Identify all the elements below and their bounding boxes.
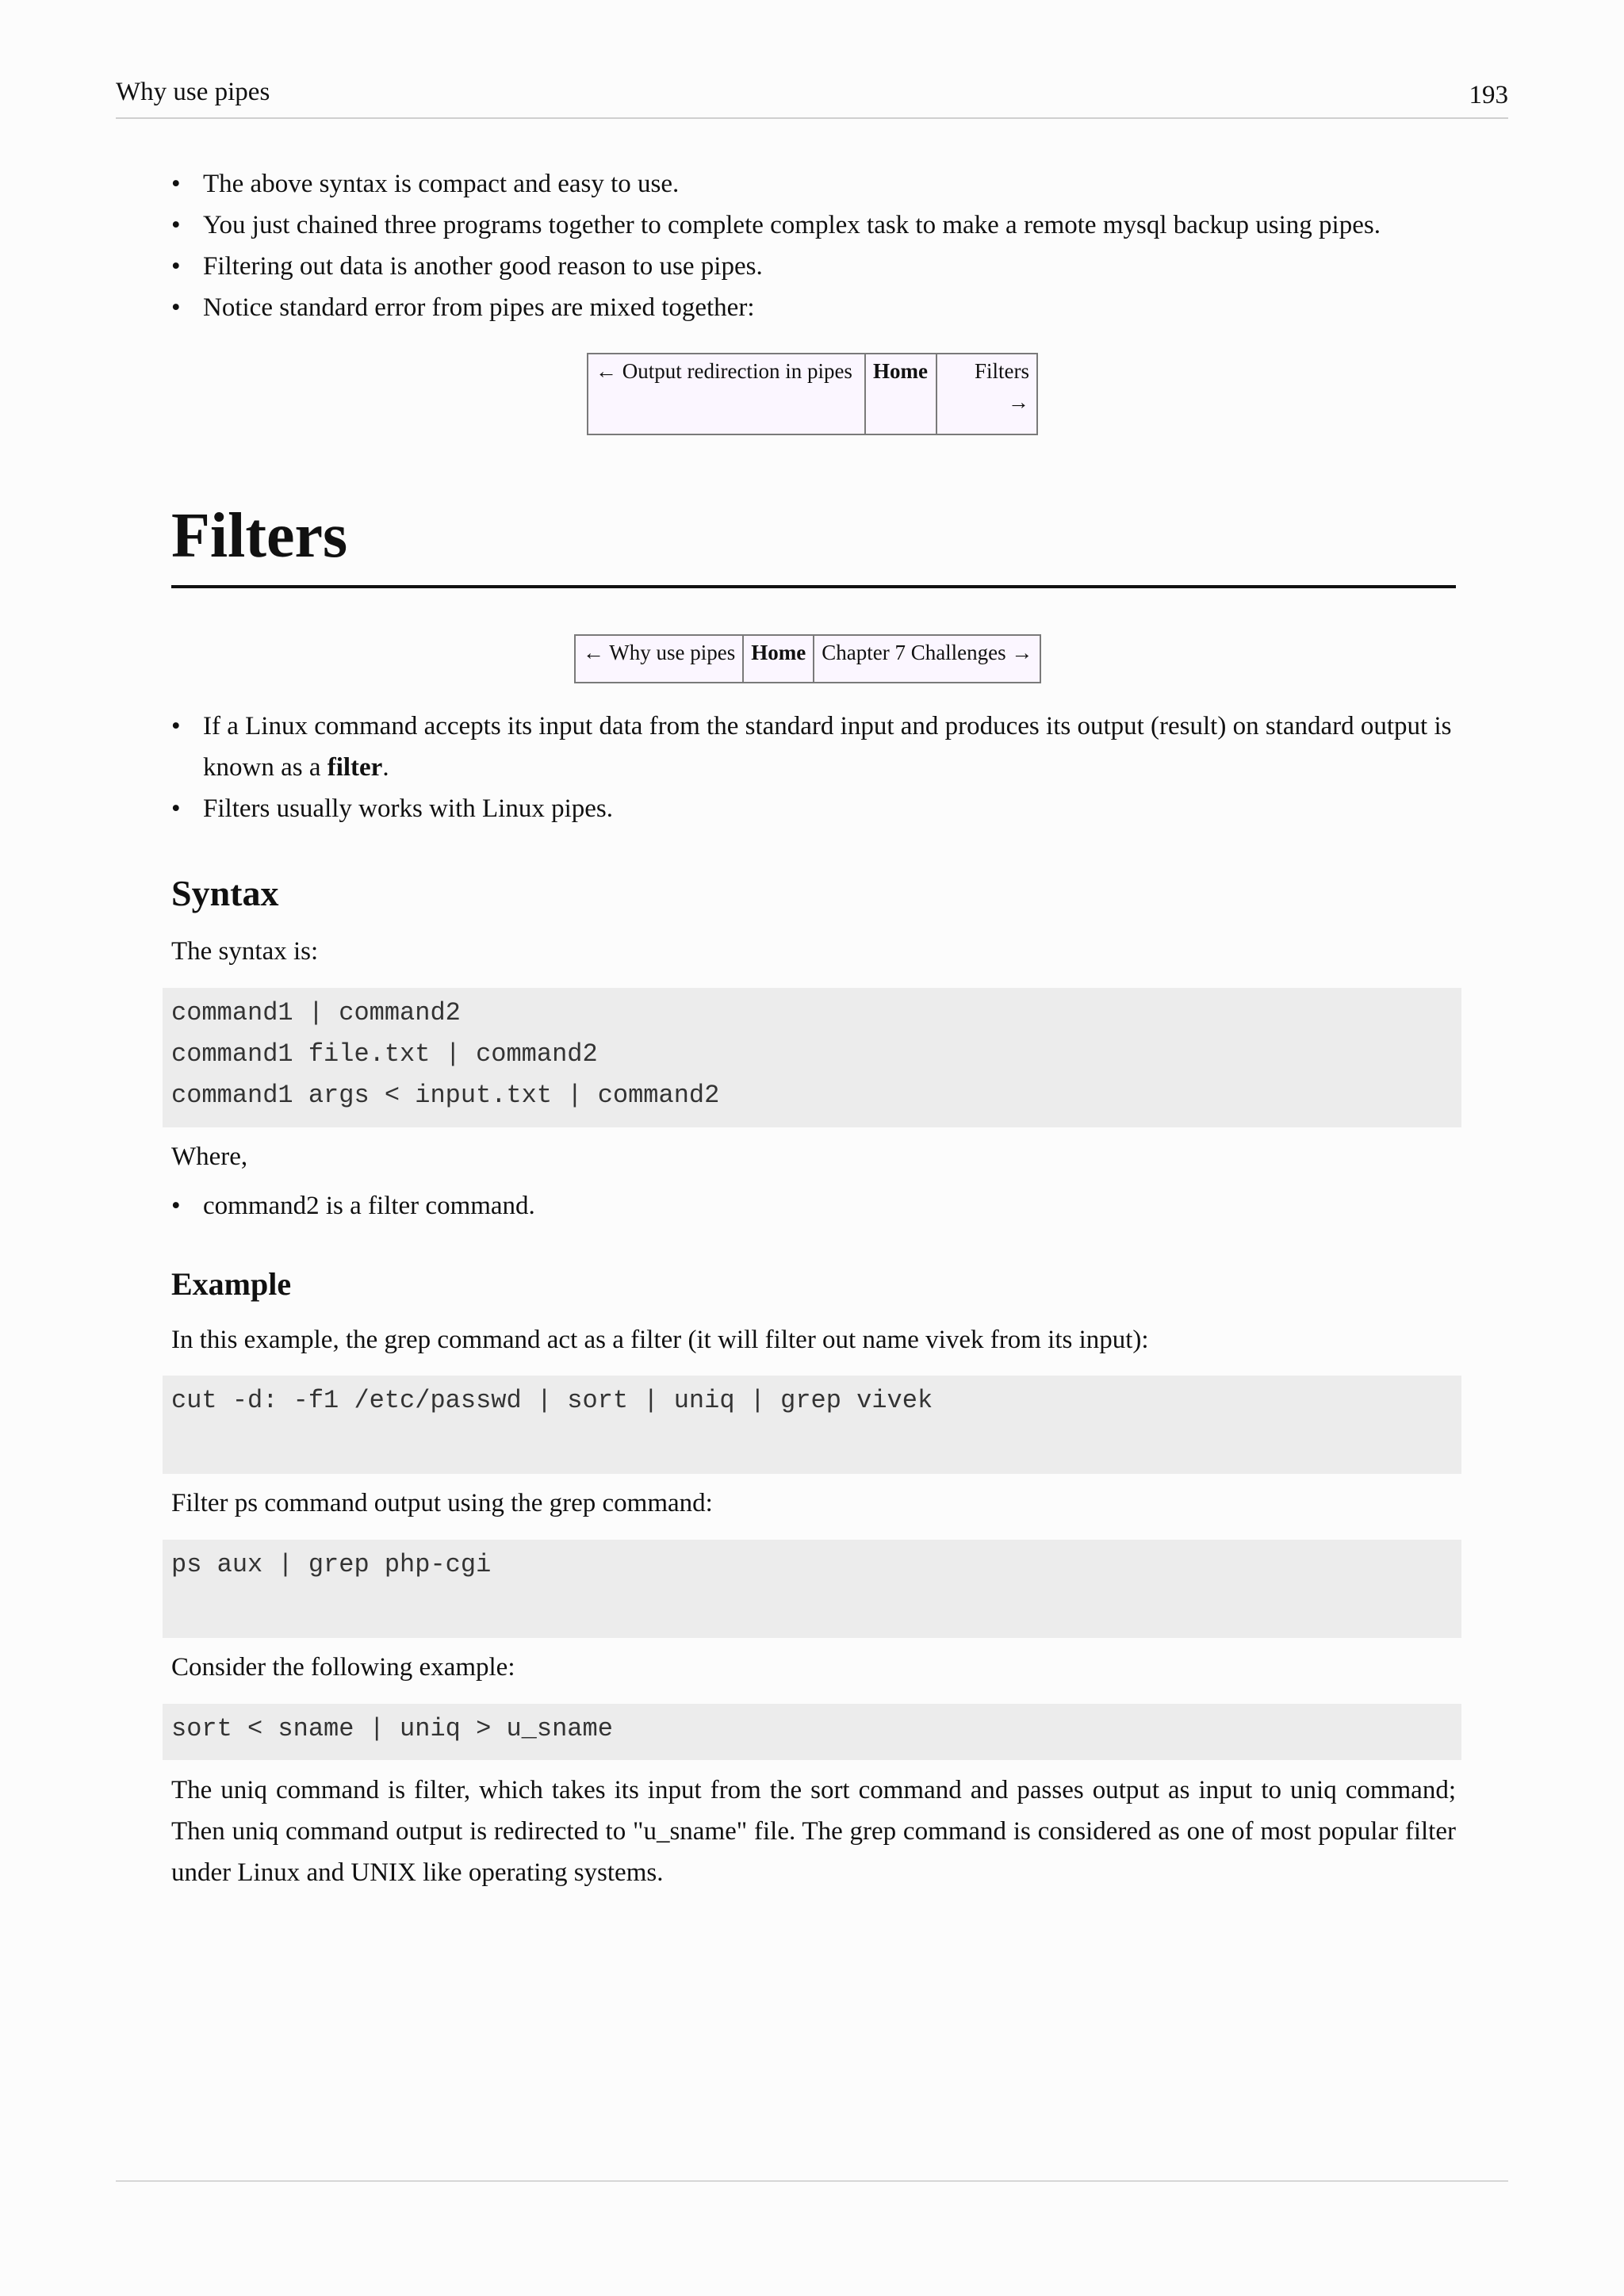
where-label: Where, <box>171 1142 248 1171</box>
code-line: command1 | command2 <box>171 998 461 1027</box>
nav-next-label: Filters <box>974 359 1029 383</box>
intro-bullet-list <box>171 706 1456 829</box>
nav-next-link[interactable] <box>936 354 1037 434</box>
where-bullet-list <box>171 1185 1456 1226</box>
footer-rule <box>116 2180 1508 2182</box>
list-item: • command2 is a filter command. <box>171 1185 1456 1226</box>
filter-term: filter <box>327 753 383 782</box>
running-header <box>116 78 1508 119</box>
list-item: • The above syntax is compact and easy to use. <box>171 163 1456 205</box>
nav-box-filters <box>574 634 1041 683</box>
syntax-code-block <box>163 988 1461 1127</box>
running-title: Why use pipes <box>116 78 270 106</box>
page-title: Filters <box>171 498 1456 588</box>
period: . <box>382 753 389 782</box>
nav-prev-link[interactable]: ← Output redirection in pipes <box>588 354 865 434</box>
list-item: • Filters usually works with Linux pipes. <box>171 788 1456 829</box>
nav-home-link[interactable]: Home <box>743 635 814 683</box>
nav-box-previous-page <box>587 353 1038 435</box>
nav-next-link[interactable]: Chapter 7 Challenges → <box>814 635 1040 683</box>
code-line: command1 file.txt | command2 <box>171 1039 598 1069</box>
list-item: • You just chained three programs together to complete complex task to make a remote mysql backup using pipes. <box>171 205 1456 246</box>
list-item <box>171 706 1456 788</box>
list-item: • Filtering out data is another good reason to use pipes. <box>171 246 1456 287</box>
example-heading: Example <box>171 1266 292 1302</box>
top-bullet-list <box>171 163 1456 328</box>
ps-intro: Filter ps command output using the grep command: <box>171 1489 713 1517</box>
example-code-block <box>163 1376 1461 1474</box>
filter-definition-text: If a Linux command accepts its input data from the standard input and produces its output (result) on standard output is known as a <box>203 712 1452 782</box>
arrow-right-icon: → <box>1008 390 1029 414</box>
where-list-container <box>171 1185 1456 1226</box>
example-intro: In this example, the grep command act as a filter (it will filter out name vivek from its input): <box>171 1326 1149 1354</box>
consider-intro: Consider the following example: <box>171 1653 515 1682</box>
code-line: sort < sname | uniq > u_sname <box>171 1714 613 1743</box>
nav-home-link[interactable]: Home <box>865 354 936 434</box>
code-line: ps aux | grep php-cgi <box>171 1550 492 1579</box>
page-number: 193 <box>1469 81 1508 109</box>
syntax-heading: Syntax <box>171 873 279 913</box>
top-bullet-list-container <box>171 163 1456 328</box>
nav-prev-link[interactable]: ← Why use pipes <box>575 635 743 683</box>
sort-code-block <box>163 1704 1461 1760</box>
list-item: • Notice standard error from pipes are mixed together: <box>171 287 1456 328</box>
code-line: command1 args < input.txt | command2 <box>171 1081 720 1110</box>
code-line: cut -d: -f1 /etc/passwd | sort | uniq | grep vivek <box>171 1386 933 1415</box>
intro-list-container <box>171 706 1456 829</box>
syntax-intro: The syntax is: <box>171 937 319 966</box>
closing-paragraph: The uniq command is filter, which takes its input from the sort command and passes output as input to uniq command; Then uniq command output is redirected to "u_sname" file. The grep command is considered as one of most popular filter under Linux and UNIX like operating systems. <box>171 1776 1456 1887</box>
ps-code-block <box>163 1540 1461 1638</box>
